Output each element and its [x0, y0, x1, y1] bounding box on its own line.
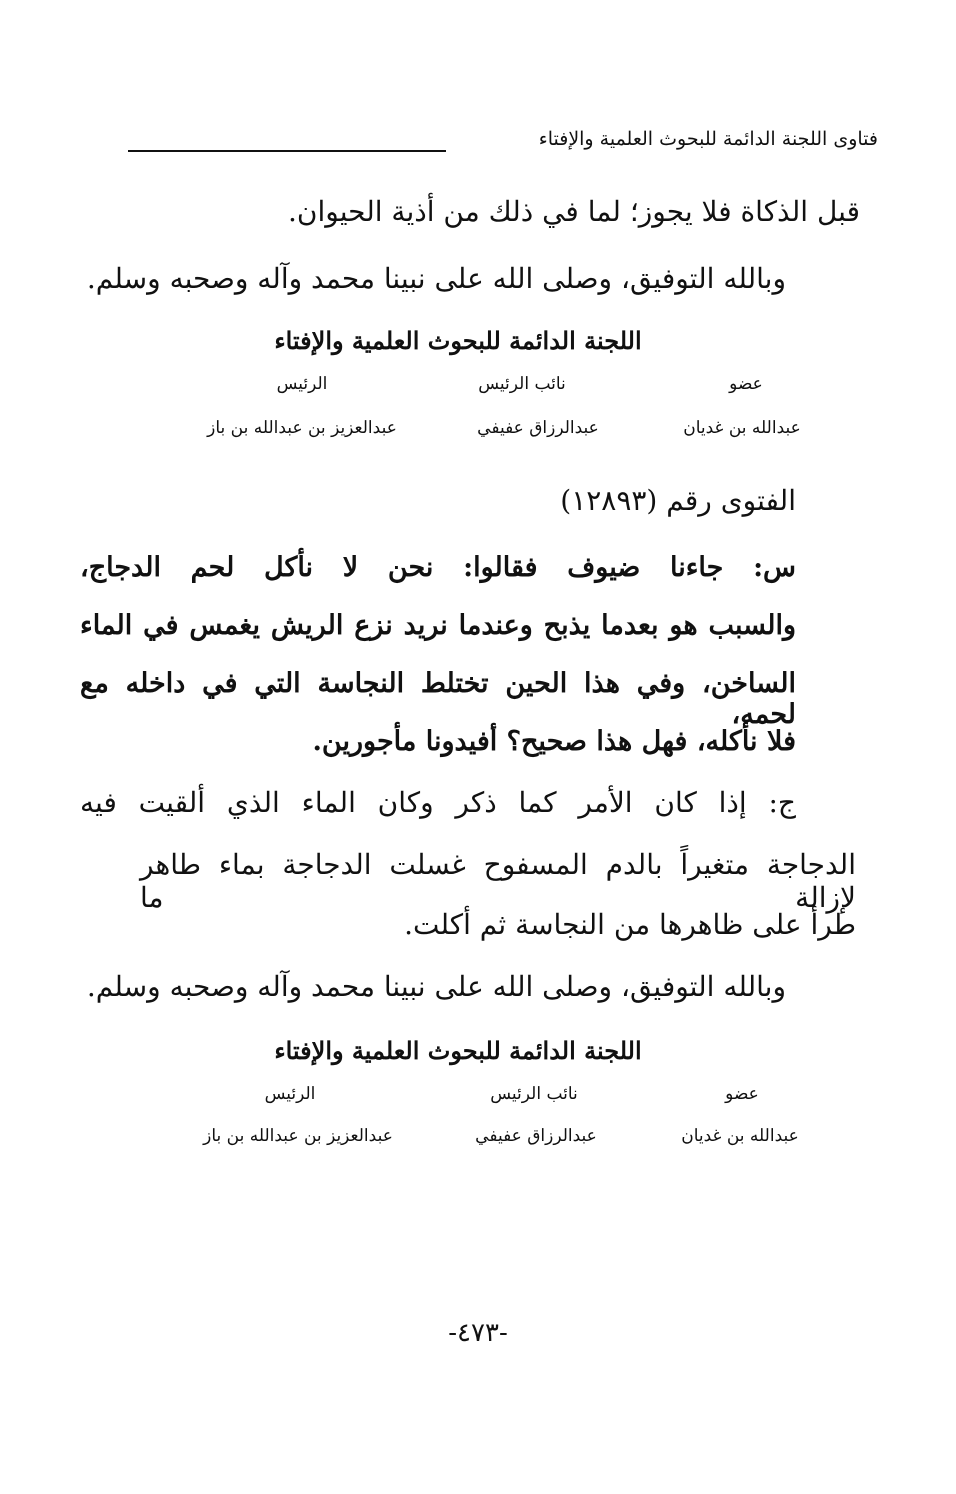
answer-line-1: ج: إذا كان الأمر كما ذكر وكان الماء الذي ألقيت فيه — [80, 786, 796, 819]
header-rule — [128, 150, 446, 152]
question-line-4: فلا نأكله، فهل هذا صحيح؟ أفيدونا مأجورين. — [312, 726, 796, 757]
opening-line: قبل الذكاة فلا يجوز؛ لما في ذلك من أذية الحيوان. — [287, 195, 860, 228]
signature1-name-member: عبدالله بن غديان — [683, 418, 801, 438]
signature1-committee: اللجنة الدائمة للبحوث العلمية والإفتاء — [274, 326, 642, 355]
question-line-3: الساخن، وفي هذا الحين تختلط النجاسة التي في داخله مع لحمه، — [80, 668, 796, 730]
header-title: فتاوى اللجنة الدائمة للبحوث العلمية والإفتاء — [538, 128, 878, 150]
fatwa-number: الفتوى رقم (١٢٨٩٣) — [560, 484, 796, 517]
signature1-name-chair: عبدالعزيز بن عبدالله بن باز — [207, 418, 397, 438]
signature1-role-chair: الرئيس — [276, 374, 328, 394]
signature2-name-chair: عبدالعزيز بن عبدالله بن باز — [203, 1126, 393, 1146]
signature2-committee: اللجنة الدائمة للبحوث العلمية والإفتاء — [274, 1036, 642, 1065]
signature2-name-member: عبدالله بن غديان — [681, 1126, 799, 1146]
signature2-name-vice: عبدالرزاق عفيفي — [475, 1126, 597, 1146]
signature2-role-vice: نائب الرئيس — [490, 1084, 578, 1104]
fatwa-closing: وبالله التوفيق، وصلى الله على نبينا محمد وآله وصحبه وسلم. — [86, 970, 786, 1003]
signature2-role-chair: الرئيس — [264, 1084, 316, 1104]
running-header — [128, 128, 878, 164]
answer-line-3: طرأ على ظاهرها من النجاسة ثم أكلت. — [404, 908, 856, 941]
page-number: -٤٧٣- — [448, 1318, 508, 1348]
signature1-role-vice: نائب الرئيس — [478, 374, 566, 394]
signature1-name-vice: عبدالرزاق عفيفي — [477, 418, 599, 438]
answer-line-2: الدجاجة متغيراً بالدم المسفوح غسلت الدجاجة بماء طاهر لإزالة ما — [140, 848, 856, 914]
opening-closing: وبالله التوفيق، وصلى الله على نبينا محمد وآله وصحبه وسلم. — [86, 262, 786, 295]
signature1-role-member: عضو — [729, 374, 763, 394]
question-line-2: والسبب هو بعدما يذبح وعندما نريد نزع الريش يغمس في الماء — [80, 610, 796, 641]
signature2-role-member: عضو — [725, 1084, 759, 1104]
question-line-1: س: جاءنا ضيوف فقالوا: نحن لا نأكل لحم الدجاج، — [80, 552, 796, 583]
